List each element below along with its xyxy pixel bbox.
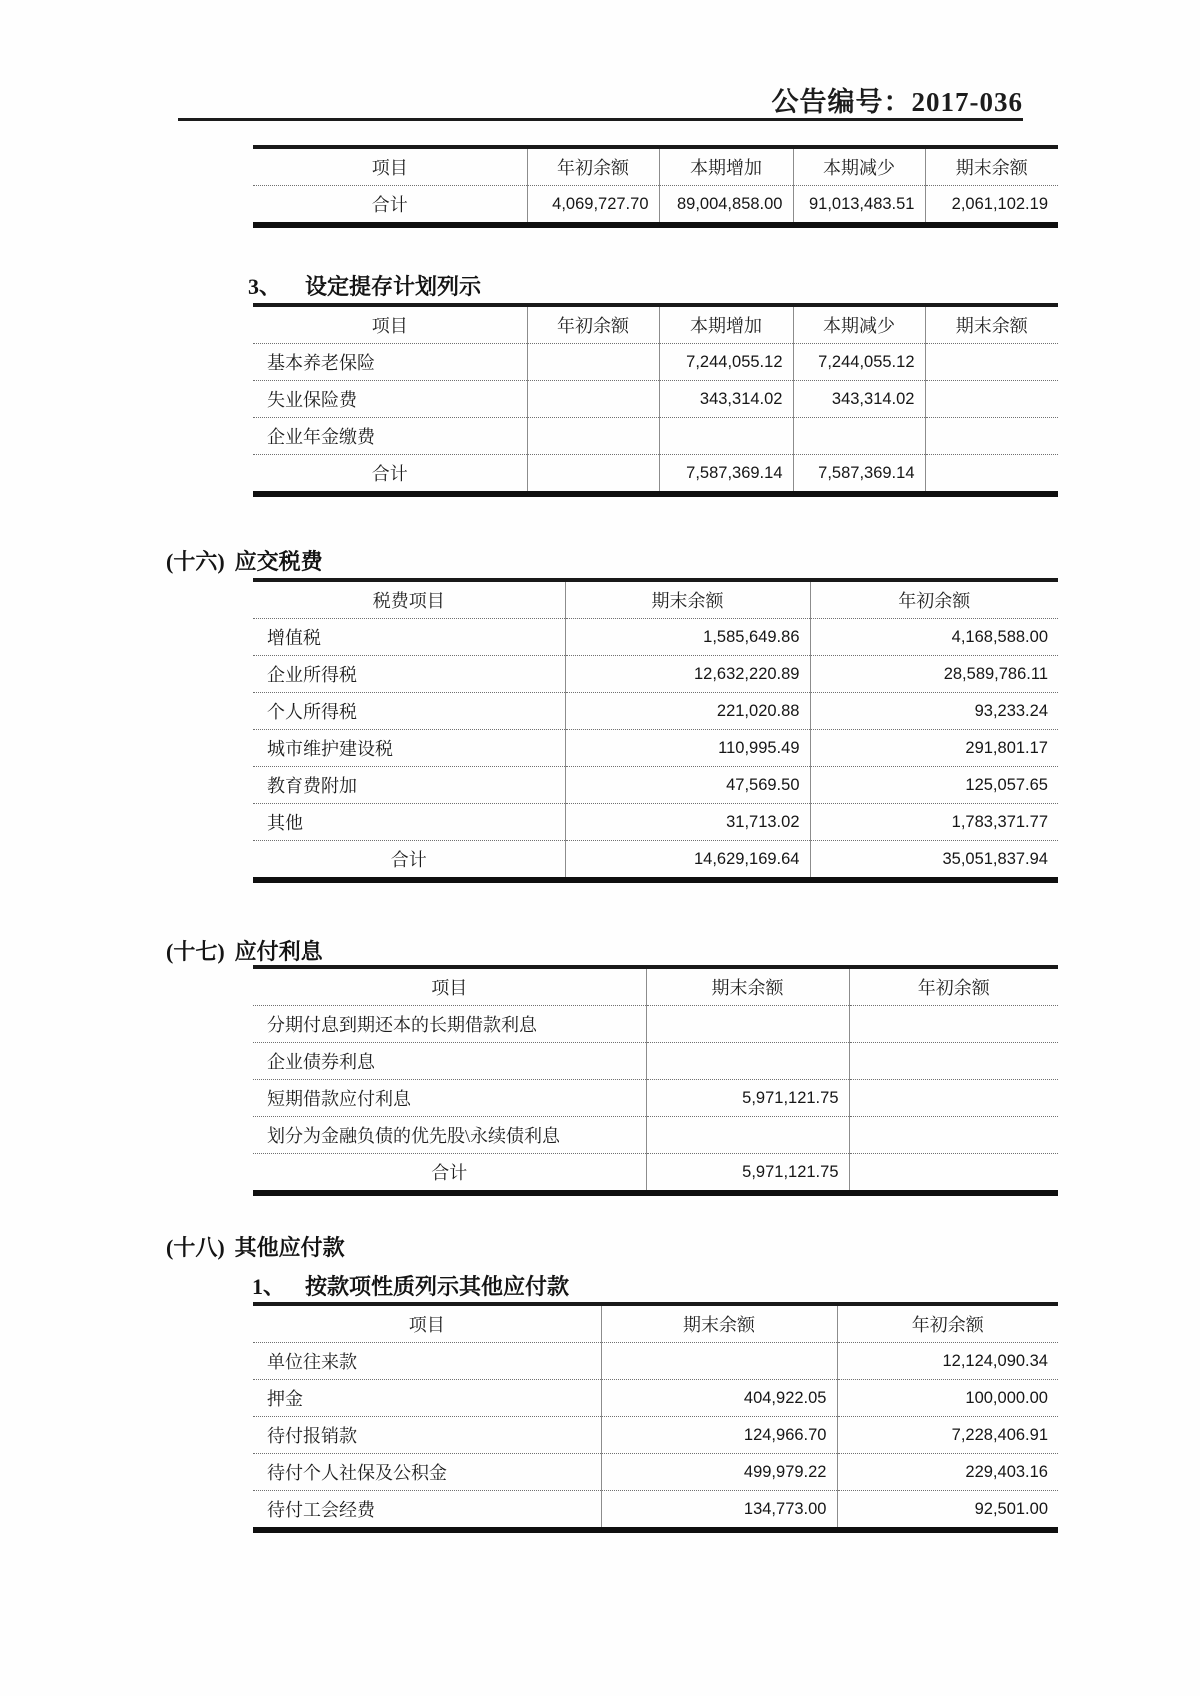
amount-cell: 92,501.00 xyxy=(837,1491,1058,1531)
row-label: 企业所得税 xyxy=(253,656,565,693)
table-row xyxy=(253,1154,1058,1194)
amount-cell xyxy=(646,1043,849,1080)
table-row xyxy=(253,1080,1058,1117)
subsection-title: 按款项性质列示其他应付款 xyxy=(305,1274,570,1299)
column-header: 年初余额 xyxy=(527,147,659,186)
section-title: 应交税费 xyxy=(234,549,323,574)
row-label: 企业年金缴费 xyxy=(253,418,527,455)
column-header: 期末余额 xyxy=(925,147,1058,186)
amount-cell: 89,004,858.00 xyxy=(659,186,793,226)
row-label: 失业保险费 xyxy=(253,381,527,418)
amount-cell: 499,979.22 xyxy=(601,1454,837,1491)
table-row xyxy=(253,656,1058,693)
amount-cell xyxy=(646,1006,849,1043)
row-label: 划分为金融负债的优先股\永续债利息 xyxy=(253,1117,646,1154)
amount-cell xyxy=(646,1117,849,1154)
amount-cell: 7,244,055.12 xyxy=(659,344,793,381)
amount-cell: 14,629,169.64 xyxy=(565,841,810,881)
table-row xyxy=(253,418,1058,455)
amount-cell: 47,569.50 xyxy=(565,767,810,804)
table-row xyxy=(253,1006,1058,1043)
section-heading-other-payables xyxy=(166,1235,345,1261)
amount-cell: 12,632,220.89 xyxy=(565,656,810,693)
amount-cell: 7,587,369.14 xyxy=(659,455,793,495)
row-label: 其他 xyxy=(253,804,565,841)
table-row xyxy=(253,804,1058,841)
amount-cell: 221,020.88 xyxy=(565,693,810,730)
column-header: 项目 xyxy=(253,967,646,1006)
amount-cell: 5,971,121.75 xyxy=(646,1080,849,1117)
amount-cell: 31,713.02 xyxy=(565,804,810,841)
table-row xyxy=(253,693,1058,730)
column-header: 期末余额 xyxy=(565,580,810,619)
amount-cell: 404,922.05 xyxy=(601,1380,837,1417)
section-heading-defined-contribution xyxy=(248,274,481,300)
column-header: 项目 xyxy=(253,1304,601,1343)
section-number: (十六) xyxy=(166,549,225,574)
table-row xyxy=(253,767,1058,804)
row-label: 合计 xyxy=(371,195,408,215)
column-header: 期末余额 xyxy=(601,1304,837,1343)
amount-cell: 5,971,121.75 xyxy=(646,1154,849,1194)
column-header: 项目 xyxy=(253,305,527,344)
table-header-row xyxy=(253,580,1058,619)
table-row xyxy=(253,841,1058,881)
subsection-number: 1、 xyxy=(252,1274,286,1299)
amount-cell: 2,061,102.19 xyxy=(925,186,1058,226)
amount-cell: 291,801.17 xyxy=(810,730,1058,767)
amount-cell xyxy=(793,418,925,455)
table-row xyxy=(253,1117,1058,1154)
table-row xyxy=(253,455,1058,495)
amount-cell xyxy=(925,418,1058,455)
amount-cell: 7,244,055.12 xyxy=(793,344,925,381)
table-header-row xyxy=(253,147,1058,186)
amount-cell xyxy=(849,1080,1058,1117)
row-label: 增值税 xyxy=(267,628,321,648)
table-row xyxy=(253,1417,1058,1454)
amount-cell xyxy=(849,1043,1058,1080)
row-label: 个人所得税 xyxy=(253,693,565,730)
row-label: 企业债券利息 xyxy=(253,1043,646,1080)
table-row xyxy=(253,730,1058,767)
amount-cell: 110,995.49 xyxy=(565,730,810,767)
column-header: 本期减少 xyxy=(793,305,925,344)
column-header: 本期增加 xyxy=(659,147,793,186)
amount-cell: 12,124,090.34 xyxy=(837,1343,1058,1380)
row-label: 城市维护建设税 xyxy=(253,730,565,767)
amount-cell xyxy=(527,381,659,418)
table-row xyxy=(253,1343,1058,1380)
row-label: 押金 xyxy=(253,1380,601,1417)
amount-cell: 28,589,786.11 xyxy=(810,656,1058,693)
amount-cell: 343,314.02 xyxy=(659,381,793,418)
section-number: (十八) xyxy=(166,1235,225,1260)
taxes-payable-table xyxy=(253,578,1058,883)
section-title: 其他应付款 xyxy=(234,1235,345,1260)
table-header-row xyxy=(253,1304,1058,1343)
column-header: 年初余额 xyxy=(810,580,1058,619)
table-row xyxy=(253,1491,1058,1531)
section-heading-interest-payable xyxy=(166,939,323,965)
table-row xyxy=(253,1043,1058,1080)
row-label: 待付报销款 xyxy=(253,1417,601,1454)
section-number: 3、 xyxy=(248,274,282,299)
amount-cell xyxy=(925,381,1058,418)
row-label: 合计 xyxy=(253,841,565,881)
amount-cell xyxy=(601,1343,837,1380)
column-header: 项目 xyxy=(253,147,527,186)
amount-cell: 1,783,371.77 xyxy=(810,804,1058,841)
table-header-row xyxy=(253,305,1058,344)
amount-cell: 134,773.00 xyxy=(601,1491,837,1531)
row-label: 基本养老保险 xyxy=(267,353,375,373)
column-header: 本期减少 xyxy=(793,147,925,186)
row-label: 待付工会经费 xyxy=(253,1491,601,1531)
row-label: 短期借款应付利息 xyxy=(253,1080,646,1117)
interest-payable-table xyxy=(253,965,1058,1196)
amount-cell: 35,051,837.94 xyxy=(810,841,1058,881)
row-label: 合计 xyxy=(253,455,527,495)
table-row xyxy=(253,186,1058,226)
amount-cell: 7,228,406.91 xyxy=(837,1417,1058,1454)
amount-cell: 229,403.16 xyxy=(837,1454,1058,1491)
row-label: 待付个人社保及公积金 xyxy=(253,1454,601,1491)
table-row xyxy=(253,619,1058,656)
section-title: 应付利息 xyxy=(234,939,323,964)
amount-cell: 125,057.65 xyxy=(810,767,1058,804)
amount-cell xyxy=(925,344,1058,381)
amount-cell xyxy=(849,1117,1058,1154)
amount-cell xyxy=(527,344,659,381)
defined-contribution-table xyxy=(253,303,1058,497)
amount-cell: 4,168,588.00 xyxy=(810,619,1058,656)
column-header: 期末余额 xyxy=(925,305,1058,344)
other-payables-table xyxy=(253,1302,1058,1533)
amount-cell xyxy=(527,455,659,495)
amount-cell: 343,314.02 xyxy=(793,381,925,418)
column-header: 期末余额 xyxy=(646,967,849,1006)
row-label: 教育费附加 xyxy=(253,767,565,804)
column-header: 年初余额 xyxy=(849,967,1058,1006)
table-row xyxy=(253,1380,1058,1417)
amount-cell xyxy=(659,418,793,455)
summary-total-table xyxy=(253,145,1058,228)
amount-cell xyxy=(849,1154,1058,1194)
announcement-number: 公告编号：2017-036 xyxy=(771,87,1023,117)
amount-cell: 91,013,483.51 xyxy=(793,186,925,226)
section-number: (十七) xyxy=(166,939,225,964)
amount-cell: 4,069,727.70 xyxy=(527,186,659,226)
table-row xyxy=(253,1454,1058,1491)
column-header: 年初余额 xyxy=(527,305,659,344)
amount-cell xyxy=(849,1006,1058,1043)
amount-cell: 124,966.70 xyxy=(601,1417,837,1454)
header-divider xyxy=(178,118,1023,121)
row-label: 合计 xyxy=(253,1154,646,1194)
column-header: 年初余额 xyxy=(837,1304,1058,1343)
section-title: 设定提存计划列示 xyxy=(305,274,482,299)
amount-cell: 93,233.24 xyxy=(810,693,1058,730)
amount-cell: 100,000.00 xyxy=(837,1380,1058,1417)
table-header-row xyxy=(253,967,1058,1006)
subsection-heading-by-nature xyxy=(252,1274,569,1300)
amount-cell xyxy=(527,418,659,455)
amount-cell xyxy=(925,455,1058,495)
amount-cell: 1,585,649.86 xyxy=(565,619,810,656)
row-label: 分期付息到期还本的长期借款利息 xyxy=(267,1015,537,1035)
amount-cell: 7,587,369.14 xyxy=(793,455,925,495)
column-header: 税费项目 xyxy=(253,580,565,619)
row-label: 单位往来款 xyxy=(267,1352,357,1372)
column-header: 本期增加 xyxy=(659,305,793,344)
table-row xyxy=(253,344,1058,381)
table-row xyxy=(253,381,1058,418)
section-heading-taxes-payable xyxy=(166,549,323,575)
